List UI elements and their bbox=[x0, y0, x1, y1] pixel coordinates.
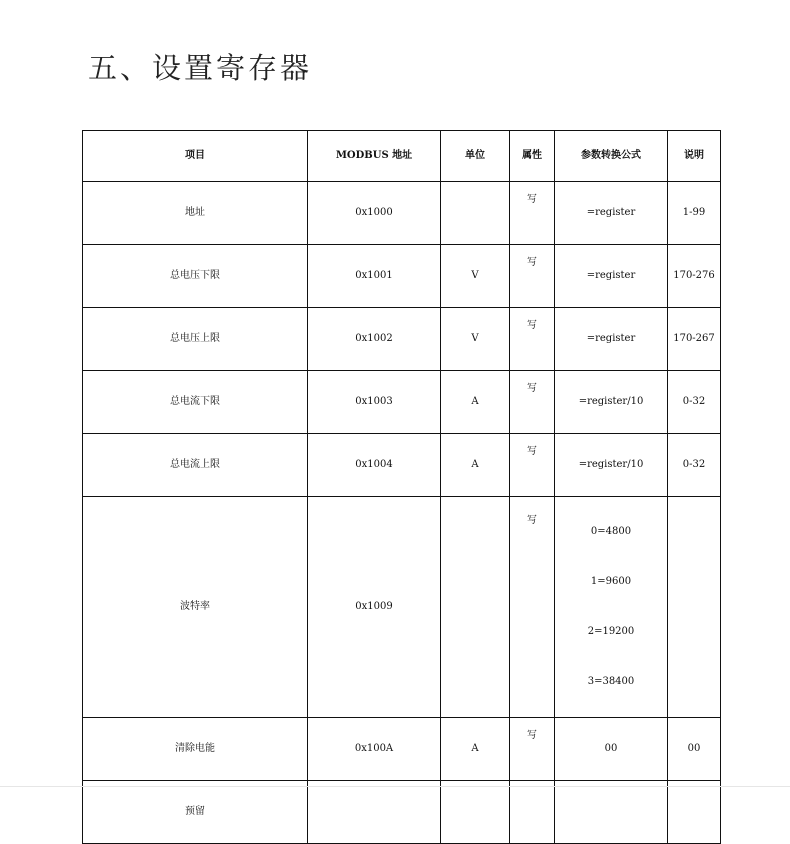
cell-item: 总电压上限 bbox=[83, 308, 308, 371]
table-row bbox=[83, 182, 721, 245]
cell-note: 170-276 bbox=[668, 245, 721, 308]
cell-attribute: 写 bbox=[510, 182, 555, 245]
header-attribute: 属性 bbox=[510, 131, 555, 182]
cell-unit: A bbox=[441, 434, 510, 497]
cell-address: 0x1003 bbox=[308, 371, 441, 434]
table-header-row bbox=[83, 131, 721, 182]
cell-unit: A bbox=[441, 371, 510, 434]
cell-address: 0x1004 bbox=[308, 434, 441, 497]
table-row bbox=[83, 308, 721, 371]
cell-attribute: 写 bbox=[510, 245, 555, 308]
cell-note: 00 bbox=[668, 718, 721, 781]
cell-address: 0x100A bbox=[308, 718, 441, 781]
cell-item: 地址 bbox=[83, 182, 308, 245]
cell-formula: =register/10 bbox=[555, 371, 668, 434]
header-unit: 单位 bbox=[441, 131, 510, 182]
header-item: 项目 bbox=[83, 131, 308, 182]
cell-note: 1-99 bbox=[668, 182, 721, 245]
cell-note: 170-267 bbox=[668, 308, 721, 371]
cell-item: 总电流上限 bbox=[83, 434, 308, 497]
cell-formula: =register/10 bbox=[555, 434, 668, 497]
baud-option: 3=38400 bbox=[587, 676, 635, 688]
cell-unit: V bbox=[441, 245, 510, 308]
cell-attribute: 写 bbox=[510, 434, 555, 497]
cell-address bbox=[308, 781, 441, 844]
cell-address: 0x1002 bbox=[308, 308, 441, 371]
cell-formula: =register bbox=[555, 182, 668, 245]
cell-attribute bbox=[510, 781, 555, 844]
bottom-divider bbox=[0, 786, 790, 787]
cell-item: 清除电能 bbox=[83, 718, 308, 781]
cell-formula: =register bbox=[555, 245, 668, 308]
baud-options-list bbox=[555, 526, 667, 689]
table-row-baud-rate bbox=[83, 497, 721, 718]
header-address: MODBUS 地址 bbox=[308, 131, 441, 182]
header-note: 说明 bbox=[668, 131, 721, 182]
cell-formula bbox=[555, 781, 668, 844]
register-table bbox=[82, 130, 721, 844]
cell-attribute: 写 bbox=[510, 497, 555, 718]
cell-formula: =register bbox=[555, 308, 668, 371]
page-title: 五、设置寄存器 bbox=[88, 51, 313, 85]
table-row bbox=[83, 371, 721, 434]
table-row bbox=[83, 781, 721, 844]
cell-item: 预留 bbox=[83, 781, 308, 844]
cell-note: 0-32 bbox=[668, 371, 721, 434]
cell-address: 0x1001 bbox=[308, 245, 441, 308]
cell-formula-options bbox=[555, 497, 668, 718]
cell-unit bbox=[441, 182, 510, 245]
cell-note bbox=[668, 781, 721, 844]
baud-option: 1=9600 bbox=[590, 575, 632, 587]
cell-unit: V bbox=[441, 308, 510, 371]
cell-item: 总电流下限 bbox=[83, 371, 308, 434]
table-row bbox=[83, 434, 721, 497]
cell-unit bbox=[441, 781, 510, 844]
cell-address: 0x1009 bbox=[308, 497, 441, 718]
cell-unit bbox=[441, 497, 510, 718]
cell-attribute: 写 bbox=[510, 371, 555, 434]
cell-attribute: 写 bbox=[510, 718, 555, 781]
cell-unit: A bbox=[441, 718, 510, 781]
cell-formula: 00 bbox=[555, 718, 668, 781]
cell-attribute: 写 bbox=[510, 308, 555, 371]
cell-note: 0-32 bbox=[668, 434, 721, 497]
header-formula: 参数转换公式 bbox=[555, 131, 668, 182]
baud-option: 0=4800 bbox=[590, 525, 632, 537]
table-row bbox=[83, 718, 721, 781]
table-row bbox=[83, 245, 721, 308]
cell-item: 波特率 bbox=[83, 497, 308, 718]
baud-option: 2=19200 bbox=[587, 626, 635, 638]
cell-item: 总电压下限 bbox=[83, 245, 308, 308]
cell-address: 0x1000 bbox=[308, 182, 441, 245]
cell-note bbox=[668, 497, 721, 718]
